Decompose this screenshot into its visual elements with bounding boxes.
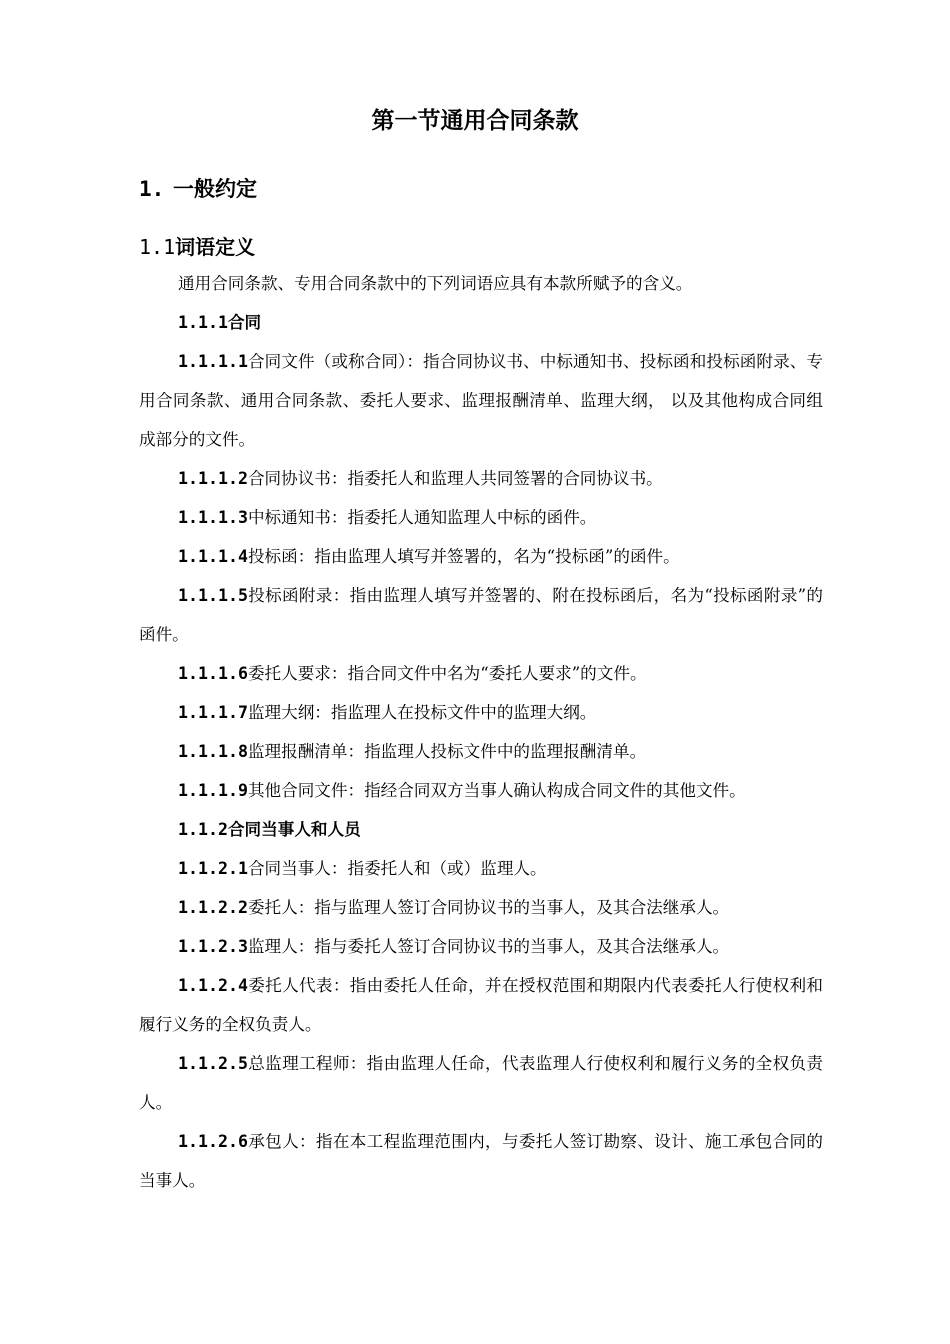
clause-text: 委托人：指与监理人签订合同协议书的当事人，及其合法继承人。 (247, 898, 730, 917)
clause-text: 中标通知书：指委托人通知监理人中标的函件。 (247, 508, 597, 527)
clause-title: 合同当事人和人员 (227, 820, 361, 839)
clause-number: 1.1.1.8 (178, 742, 248, 761)
clause-text: 监理人：指与委托人签订合同协议书的当事人，及其合法继承人。 (247, 937, 730, 956)
clause-number: 1.1.2.6 (178, 1132, 248, 1151)
clause-1-1-2-4 (139, 966, 823, 1044)
clause-text: 监理大纲：指监理人在投标文件中的监理大纲。 (247, 703, 597, 722)
clause-text: 总监理工程师：指由监理人任命，代表监理人行使权利和履行义务的全权负责人。 (139, 1054, 823, 1112)
clause-number: 1.1.1 (178, 313, 228, 332)
clause-number: 1.1.2 (178, 820, 228, 839)
clause-number: 1.1.1.5 (178, 586, 248, 605)
subsection-heading (139, 231, 255, 263)
clause-1-1-1-5 (139, 576, 823, 654)
clause-heading-1-1-1 (139, 303, 823, 342)
clause-number: 1.1.2.5 (178, 1054, 248, 1073)
clause-number: 1.1.1.6 (178, 664, 248, 683)
clause-1-1-2-3 (139, 927, 823, 966)
clause-number: 1.1.1.3 (178, 508, 248, 527)
clause-text: 合同当事人：指委托人和（或）监理人。 (247, 859, 547, 878)
clause-1-1-1-3 (139, 498, 823, 537)
clause-number: 1.1.2.4 (178, 976, 248, 995)
subsection-title: 词语定义 (175, 235, 256, 259)
clause-1-1-1-4 (139, 537, 823, 576)
subsection-number: 1.1 (139, 235, 176, 259)
clause-number: 1.1.2.3 (178, 937, 248, 956)
section-title: 一般约定 (173, 177, 257, 201)
clause-text: 其他合同文件：指经合同双方当事人确认构成合同文件的其他文件。 (247, 781, 746, 800)
clause-text: 承包人：指在本工程监理范围内，与委托人签订勘察、设计、施工承包合同的当事人。 (139, 1132, 823, 1190)
section-number: 1. (139, 177, 165, 201)
clause-text: 委托人要求：指合同文件中名为“委托人要求”的文件。 (247, 664, 647, 683)
clause-text: 合同协议书：指委托人和监理人共同签署的合同协议书。 (247, 469, 663, 488)
clause-1-1-2-2 (139, 888, 823, 927)
clause-number: 1.1.1.7 (178, 703, 248, 722)
clause-1-1-1-2 (139, 459, 823, 498)
clause-text: 监理报酬清单：指监理人投标文件中的监理报酬清单。 (247, 742, 647, 761)
clause-number: 1.1.1.2 (178, 469, 248, 488)
clause-1-1-1-7 (139, 693, 823, 732)
clause-1-1-1-6 (139, 654, 823, 693)
clause-text: 合同文件（或称合同）：指合同协议书、中标通知书、投标函和投标函附录、专用合同条款、通用合同条款、委托人要求、监理报酬清单、监理大纲， 以及其他构成合同组成部分的文件。 (139, 352, 823, 449)
intro-paragraph: 通用合同条款、专用合同条款中的下列词语应具有本款所赋予的含义。 (178, 274, 693, 293)
clause-1-1-2-6 (139, 1122, 823, 1200)
clause-1-1-2-1 (139, 849, 823, 888)
clause-number: 1.1.1.1 (178, 352, 248, 371)
clause-number: 1.1.1.9 (178, 781, 248, 800)
clause-title: 合同 (227, 313, 262, 332)
clause-1-1-1-9 (139, 771, 823, 810)
clause-1-1-1-8 (139, 732, 823, 771)
clause-number: 1.1.2.2 (178, 898, 248, 917)
section-heading (139, 173, 257, 205)
clause-text: 委托人代表：指由委托人任命，并在授权范围和期限内代表委托人行使权利和履行义务的全权负责人。 (139, 976, 823, 1034)
page-title: 第一节通用合同条款 (371, 108, 579, 134)
clause-1-1-2-5 (139, 1044, 823, 1122)
clause-heading-1-1-2 (139, 810, 823, 849)
clause-text: 投标函：指由监理人填写并签署的，名为“投标函”的函件。 (247, 547, 680, 566)
clause-text: 投标函附录：指由监理人填写并签署的、附在投标函后，名为“投标函附录”的函件。 (139, 586, 823, 644)
clause-1-1-1-1 (139, 342, 823, 459)
clause-number: 1.1.1.4 (178, 547, 248, 566)
clause-number: 1.1.2.1 (178, 859, 248, 878)
